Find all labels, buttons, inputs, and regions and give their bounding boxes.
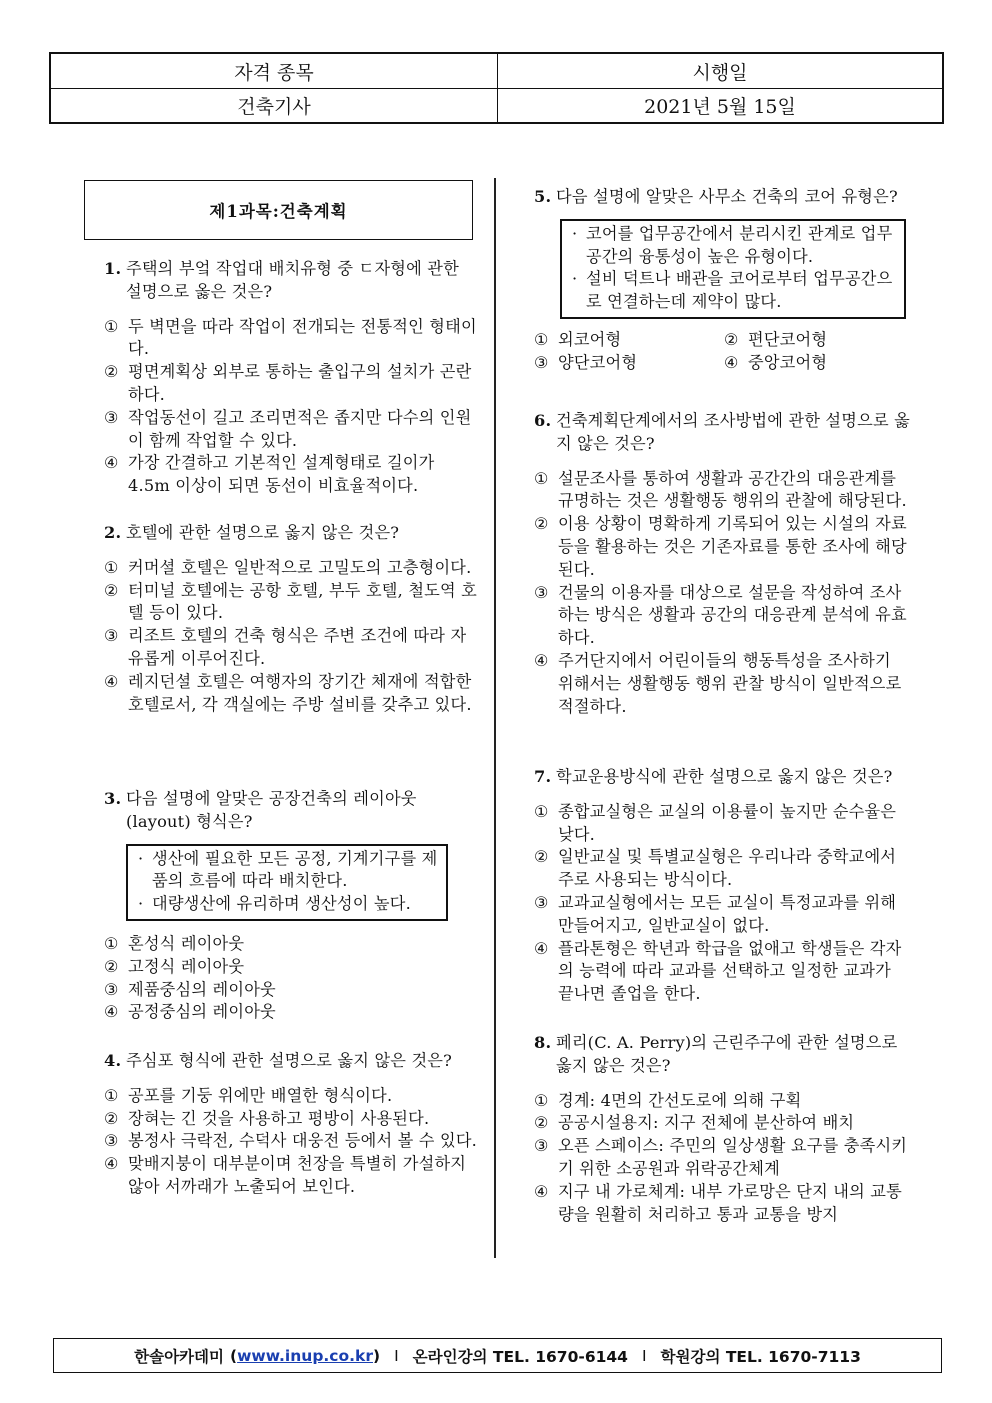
exam-subject-value: 건축기사 [237, 96, 311, 118]
question-8 [534, 1032, 910, 1226]
option-4[interactable]: ④ 가장 간결하고 기본적인 설계형태로 길이가 4.5m 이상이 되면 동선이 비효율적이다. [104, 453, 435, 496]
column-divider [494, 178, 496, 1258]
option-2[interactable]: ② 평면계획상 외부로 통하는 출입구의 설치가 곤란하다. [104, 362, 472, 404]
option-1[interactable]: ① 설문조사를 통하여 생활과 공간간의 대응관계를 규명하는 것은 생활행동 행위의 관찰에 해당된다. [534, 468, 907, 511]
question-6 [534, 410, 910, 718]
question-stem: 학교운용방식에 관한 설명으로 옳지 않은 것은? [556, 767, 893, 786]
options-list [534, 1090, 910, 1227]
question-number: 4. [104, 1051, 122, 1070]
option-2[interactable]: ② 일반교실 및 특별교실형은 우리나라 중학교에서 주로 사용되는 방식이다. [534, 847, 897, 890]
footer-separator: I [394, 1346, 399, 1365]
question-number: 6. [534, 411, 552, 430]
option-2[interactable]: ② 터미널 호텔에는 공항 호텔, 부두 호텔, 철도역 호텔 등이 있다. [104, 580, 478, 623]
question-5 [534, 186, 914, 375]
option-1[interactable]: ① 경계: 4면의 간선도로에 의해 구획 [534, 1090, 802, 1110]
option-1[interactable]: ① 혼성식 레이아웃 [104, 933, 245, 953]
question-3 [104, 788, 480, 1024]
option-4[interactable]: ④ 맞배지붕이 대부분이며 천장을 특별히 가설하지 않아 서까래가 노출되어 보인다. [104, 1154, 467, 1196]
question-number: 2. [104, 523, 122, 542]
exam-date-value: 2021년 5월 15일 [497, 89, 942, 122]
exam-header-table [49, 52, 944, 124]
question-stem: 페리(C. A. Perry)의 근린주구에 관한 설명으로 옳지 않은 것은? [556, 1033, 898, 1075]
exam-subject-label: 자격 종목 [234, 61, 314, 84]
option-2[interactable]: ② 이용 상황이 명확하게 기록되어 있는 시설의 자료 등을 활용하는 것은 기존자료를 통한 조사에 해당된다. [534, 514, 907, 579]
info-box [560, 219, 906, 319]
option-2[interactable]: ② 공공시설용지: 지구 전체에 분산하여 배치 [534, 1113, 855, 1133]
question-stem: 다음 설명에 알맞은 공장건축의 레이아웃 (layout) 형식은? [126, 789, 417, 831]
options-list [104, 316, 480, 498]
footer-bar: 한솔아카데미 ( www.inup.co.kr ) I 온라인강의 TEL. 1670-6144 I 학원강의 TEL. 1670-7113 [53, 1338, 942, 1373]
option-3[interactable]: ③ 오픈 스페이스: 주민의 일상생활 요구를 충족시키기 위한 소공원과 위락공간체계 [534, 1136, 908, 1178]
option-3[interactable]: ③ 리조트 호텔의 건축 형식은 주변 조건에 따라 자유롭게 이루어진다. [104, 626, 467, 668]
option-4[interactable]: ④ 레지던셜 호텔은 여행자의 장기간 체재에 적합한 호텔로서, 각 객실에는 주방 설비를 갖추고 있다. [104, 671, 472, 714]
question-4 [104, 1050, 480, 1199]
question-stem: 주심포 형식에 관한 설명으로 옳지 않은 것은? [126, 1051, 453, 1070]
option-3[interactable]: ③ 제품중심의 레이아웃 [104, 979, 276, 999]
question-stem: 호텔에 관한 설명으로 옳지 않은 것은? [126, 523, 400, 542]
header-row-labels [51, 54, 942, 88]
option-1[interactable]: ① 두 벽면을 따라 작업이 전개되는 전통적인 형태이다. [104, 316, 477, 359]
options-list [104, 1085, 480, 1199]
offline-phone: 학원강의 TEL. 1670-7113 [660, 1347, 861, 1366]
option-1[interactable]: ① 외코어형 [534, 329, 622, 349]
online-phone: 온라인강의 TEL. 1670-6144 [412, 1347, 628, 1366]
option-2[interactable]: ② 고정식 레이아웃 [104, 956, 245, 976]
info-box-line: · 생산에 필요한 모든 공정, 기계기구를 제품의 흐름에 따라 배치한다. [138, 848, 438, 891]
option-3[interactable]: ③ 봉정사 극락전, 수덕사 대웅전 등에서 볼 수 있다. [104, 1131, 478, 1151]
option-4[interactable]: ④ 지구 내 가로체계: 내부 가로망은 단지 내의 교통량을 원활히 처리하고 통과 교통을 방지 [534, 1181, 902, 1224]
question-stem: 다음 설명에 알맞은 사무소 건축의 코어 유형은? [556, 187, 898, 206]
options-list [534, 468, 910, 719]
option-2[interactable]: ② 편단코어형 [724, 329, 828, 349]
option-3[interactable]: ③ 교과교실형에서는 모든 교실이 특정교과를 위해 만들어지고, 일반교실이 없다. [534, 892, 897, 935]
options-list [104, 557, 480, 717]
academy-name: 한솔아카데미 [134, 1347, 224, 1366]
options-list [534, 801, 910, 1006]
info-box [126, 844, 448, 921]
info-box-line: · 대량생산에 유리하며 생산성이 높다. [138, 894, 411, 914]
option-1[interactable]: ① 종합교실형은 교실의 이용률이 높지만 순수율은 낮다. [534, 801, 897, 844]
options-list [104, 933, 480, 1024]
option-4[interactable]: ④ 주거단지에서 어린이들의 행동특성을 조사하기 위해서는 생활행동 행위 관찰 방식이 일반적으로 적절하다. [534, 650, 902, 716]
question-1 [104, 258, 480, 498]
option-4[interactable]: ④ 중앙코어형 [724, 352, 828, 372]
question-number: 8. [534, 1033, 552, 1052]
exam-date-label: 시행일 [497, 54, 942, 88]
section-title: 제1과목:건축계획 [84, 180, 473, 240]
option-3[interactable]: ③ 작업동선이 길고 조리면적은 좁지만 다수의 인원이 함께 작업할 수 있다. [104, 407, 472, 450]
options-grid [534, 329, 914, 375]
info-box-line: · 코어를 업무공간에서 분리시킨 관계로 업무공간의 융통성이 높은 유형이다. [572, 223, 893, 266]
question-number: 1. [104, 259, 122, 278]
option-2[interactable]: ② 장혀는 긴 것을 사용하고 평방이 사용된다. [104, 1108, 430, 1128]
option-1[interactable]: ① 공포를 기둥 위에만 배열한 형식이다. [104, 1085, 393, 1105]
info-box-line: · 설비 덕트나 배관을 코어로부터 업무공간으로 연결하는데 제약이 많다. [572, 269, 893, 312]
footer-separator: I [641, 1346, 647, 1365]
option-1[interactable]: ① 커머셜 호텔은 일반적으로 고밀도의 고층형이다. [104, 557, 472, 577]
header-row-values [51, 88, 942, 122]
question-number: 5. [534, 187, 552, 206]
option-3[interactable]: ③ 건물의 이용자를 대상으로 설문을 작성하여 조사하는 방식은 생활과 공간의 대응관계 분석에 유효하다. [534, 582, 907, 648]
option-4[interactable]: ④ 플라톤형은 학년과 학급을 없애고 학생들은 각자의 능력에 따라 교과를 선택하고 일정한 교과가 끝나면 졸업을 한다. [534, 938, 902, 1004]
question-number: 7. [534, 767, 552, 786]
question-number: 3. [104, 789, 122, 808]
question-2 [104, 522, 480, 716]
question-stem: 건축계획단계에서의 조사방법에 관한 설명으로 옳지 않은 것은? [556, 411, 910, 453]
question-7 [534, 766, 910, 1006]
question-stem: 주택의 부엌 작업대 배치유형 중 ㄷ자형에 관한 설명으로 옳은 것은? [126, 259, 459, 301]
option-4[interactable]: ④ 공정중심의 레이아웃 [104, 1002, 276, 1022]
academy-link[interactable]: www.inup.co.kr [237, 1346, 373, 1365]
option-3[interactable]: ③ 양단코어형 [534, 352, 638, 372]
